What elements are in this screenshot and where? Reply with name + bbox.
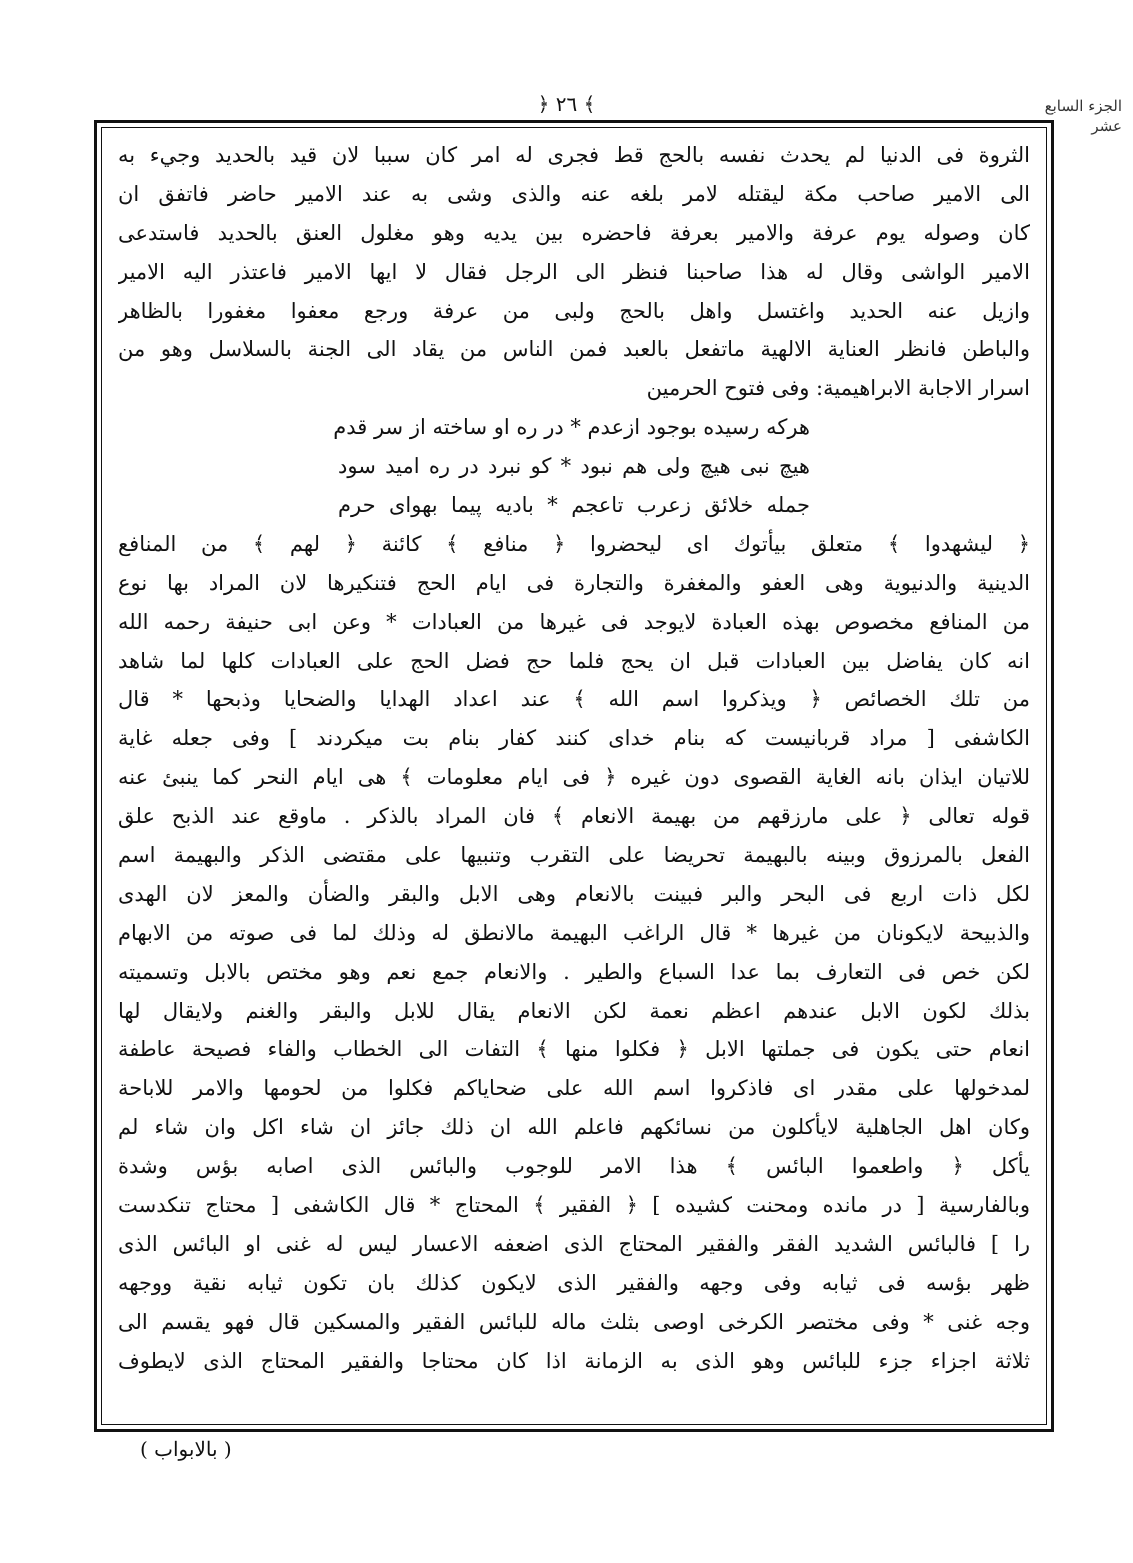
text-line: ﴿ ليشهدوا ﴾ متعلق بيأتوك اى ليحضروا ﴿ منافع ﴾ كائنة ﴿ لهم ﴾ من المنافع xyxy=(118,531,1030,556)
text-line: كان وصوله يوم عرفة والامير بعرفة فاحضره بين يديه وهو مغلول العنق بالحديد فاستدعى xyxy=(118,220,1030,245)
text-line: الامير الواشى وقال له هذا صاحبنا فنظر الى الرجل فقال لا ايها الامير فاعتذر اليه الامير xyxy=(118,259,1030,284)
text-line: لمدخولها على مقدر اى فاذكروا اسم الله على ضحاياكم فكلوا من لحومها والامر للاباحة xyxy=(118,1076,1030,1101)
main-text xyxy=(118,136,1030,1381)
text-line: انعام حتى يكون فى جملتها الابل ﴿ فكلوا منها ﴾ التفات الى الخطاب والفاء فصيحة عاطفة xyxy=(118,1037,1030,1062)
text-line: الثروة فى الدنيا لم يحدث نفسه بالحج قط فجرى له امر كان سببا لان قيد بالحديد وجيء به xyxy=(118,143,1030,167)
text-line: وكان اهل الجاهلية لايأكلون من نسائكهم فاعلم الله ان ذلك جائز ان شاء اكل وان شاء لم xyxy=(118,1115,1030,1140)
text-line: من المنافع مخصوص بهذه العبادة لايوجد فى غيرها من العبادات * وعن ابى حنيفة رحمه الله xyxy=(118,609,1030,634)
text-line: يأكل ﴿ واطعموا البائس ﴾ هذا الامر للوجوب والبائس الذى اصابه بؤس وشدة xyxy=(118,1154,1030,1179)
catchword: ( بالابواب ) xyxy=(140,1437,232,1461)
text-line: وازيل عنه الحديد واغتسل واهل بالحج ولبى من عرفة ورجع معفوا مغفورا بالظاهر xyxy=(118,298,1030,323)
text-line: را ] فالبائس الشديد الفقر والفقير المحتاج الذى اضعفه الاعسار ليس له غنى او البائس الذى xyxy=(118,1231,1030,1256)
text-line: من تلك الخصائص ﴿ ويذكروا اسم الله ﴾ عند اعداد الهدايا والضحايا وذبحها * قال xyxy=(118,687,1030,712)
text-line: ظهر بؤسه فى ثيابه وفى وجهه والفقير الذى لايكون كذلك بان تكون ثيابه نقية ووجهه xyxy=(118,1270,1030,1295)
text-line: الفعل بالمرزوق وبينه بالبهيمة تحريضا على التقرب وتنبيها على مقتضى الذكر والبهيمة اسم xyxy=(118,843,1030,868)
text-line: والذبيحة لايكونان من غيرها * قال الراغب البهيمة مالانطق له وذلك لما فى صوته من الابهام xyxy=(118,920,1030,945)
page-number: ﴿ ٢٦ ﴾ xyxy=(537,92,596,116)
text-line: انه كان يفاضل بين العبادات قبل ان يحج فلما حج فضل الحج على العبادات كلها لما شاهد xyxy=(118,648,1030,673)
text-line: بذلك لكون الابل عندهم اعظم نعمة لكن الانعام يقال للابل والبقر والغنم ولايقال لها xyxy=(118,998,1030,1023)
text-line: الكاشفى [ مراد قربانيست كه بنام خداى كنند كفار بنام بت ميكردند ] وفى جعله غاية xyxy=(118,726,1030,751)
verse-line: هركه رسيده بوجود ازعدم * در ره او ساخته از سر قدم xyxy=(333,415,810,440)
text-line: قوله تعالى ﴿ على مارزقهم من بهيمة الانعام ﴾ فان المراد بالذكر . ماوقع عند الذبح علق xyxy=(118,804,1030,829)
text-line: لكل ذات اربع فى البحر والبر فبينت بالانعام وهى الابل والبقر والضأن والمعز لان الهدى xyxy=(118,881,1030,906)
text-line: ثلاثة اجزاء جزء للبائس وهو الذى به الزمانة اذا كان محتاجا والفقير المحتاج الذى لايطوف xyxy=(118,1348,1030,1373)
text-line: وبالفارسية [ در مانده ومحنت كشيده ] ﴿ الفقير ﴾ المحتاج * قال الكاشفى [ محتاج تنكدست xyxy=(118,1193,1030,1218)
text-line: لكن خص فى التعارف بما عدا السباع والطير . والانعام جمع نعم وهو مختص بالابل وتسميته xyxy=(118,959,1030,984)
text-line: الى الامير صاحب مكة ليقتله لامر بلغه عنه والذى وشى به عند الامير حاضر فاتفق ان xyxy=(118,181,1030,206)
text-line: اسرار الاجابة الابراهيمية: وفى فتوح الحرمين xyxy=(646,376,1030,401)
running-head: الجزء السابع عشر xyxy=(1044,97,1122,135)
text-line: للاتيان ايذان بانه الغاية القصوى دون غيره ﴿ فى ايام معلومات ﴾ هى ايام النحر كما ينبئ عنه xyxy=(118,765,1030,790)
text-line: وجه غنى * وفى مختصر الكرخى اوصى بثلث ماله للبائس الفقير والمسكين قال فهو يقسم الى xyxy=(118,1309,1030,1334)
verse-line: جمله خلائق زعرب تاعجم * باديه پيما بهواى حرم xyxy=(338,493,810,518)
verse-line: هيچ نبى هيچ ولى هم نبود * كو نبرد در ره اميد سود xyxy=(338,454,810,479)
text-line: والباطن فانظر العناية الالهية ماتفعل بالعبد فمن الناس من يقاد الى الجنة بالسلاسل وهو من xyxy=(118,337,1030,362)
text-line: الدينية والدنيوية وهى العفو والمغفرة والتجارة فى ايام الحج فتنكيرها لان المراد بها نوع xyxy=(118,570,1030,595)
